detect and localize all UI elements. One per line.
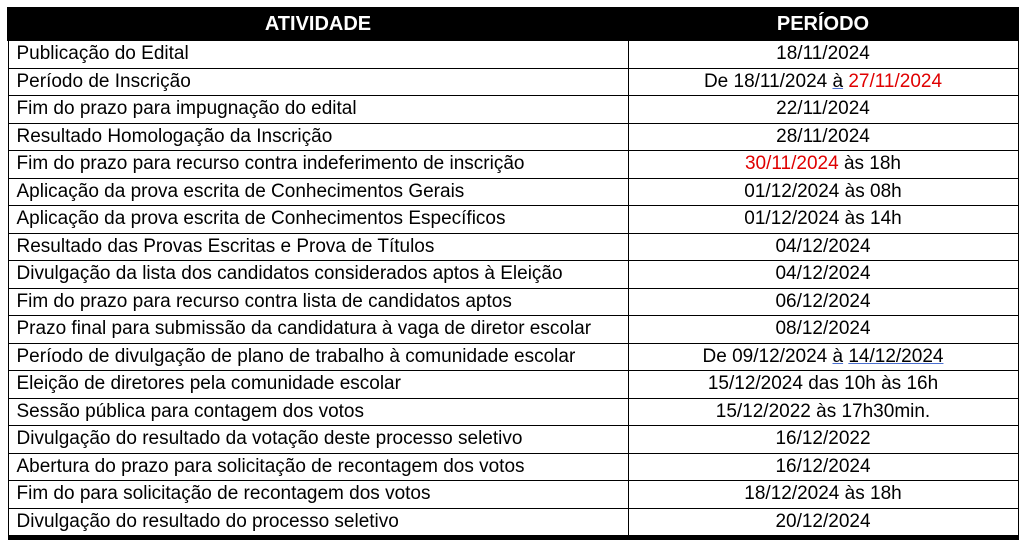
table-row (8, 178, 1018, 206)
schedule-table-container (7, 7, 1017, 540)
table-row (8, 343, 1018, 371)
period-cell (628, 68, 1018, 96)
period-cell: 04/12/2024 (628, 233, 1018, 261)
period-date-highlight: 30/11/2024 (744, 153, 839, 175)
activity-cell: Sessão pública para contagem dos votos (8, 398, 628, 426)
table-row (8, 206, 1018, 234)
table-row (8, 481, 1018, 509)
table-row (8, 40, 1018, 68)
activity-cell: Fim do prazo para impugnação do edital (8, 96, 628, 124)
table-row (8, 426, 1018, 454)
period-end: 14/12/2024 (848, 345, 944, 367)
period-cell: 15/12/2024 das 10h às 16h (628, 371, 1018, 399)
activity-cell: Prazo final para submissão da candidatura à vaga de diretor escolar (8, 316, 628, 344)
period-cell: 01/12/2024 às 08h (628, 178, 1018, 206)
activity-cell: Resultado Homologação da Inscrição (8, 123, 628, 151)
period-cell: 18/11/2024 (628, 40, 1018, 68)
activity-cell: Fim do para solicitação de recontagem dos votos (8, 481, 628, 509)
table-row (8, 123, 1018, 151)
activity-cell: Divulgação do resultado da votação deste processo seletivo (8, 426, 628, 454)
activity-cell: Período de divulgação de plano de trabalho à comunidade escolar (8, 343, 628, 371)
table-header-row (8, 8, 1018, 40)
period-cell: 18/12/2024 às 18h (628, 481, 1018, 509)
period-cell: 08/12/2024 (628, 316, 1018, 344)
period-start: De 09/12/2024 (702, 345, 833, 367)
table-row (8, 371, 1018, 399)
activity-cell: Aplicação da prova escrita de Conhecimentos Gerais (8, 178, 628, 206)
period-time: às 18h (838, 153, 901, 175)
period-cell: 16/12/2024 (628, 453, 1018, 481)
header-period: PERÍODO (628, 8, 1018, 40)
activity-cell: Divulgação da lista dos candidatos considerados aptos à Eleição (8, 261, 628, 289)
period-connector: à (832, 345, 844, 367)
table-row (8, 233, 1018, 261)
table-row (8, 453, 1018, 481)
activity-cell: Publicação do Edital (8, 40, 628, 68)
period-cell: 01/12/2024 às 14h (628, 206, 1018, 234)
period-cell: 15/12/2022 às 17h30min. (628, 398, 1018, 426)
period-cell: 22/11/2024 (628, 96, 1018, 124)
activity-cell: Divulgação do resultado do processo seletivo (8, 508, 628, 538)
activity-cell: Período de Inscrição (8, 68, 628, 96)
period-cell: 20/12/2024 (628, 508, 1018, 538)
period-connector: à (832, 70, 844, 92)
table-row (8, 96, 1018, 124)
period-start: De 18/11/2024 (703, 70, 833, 92)
activity-cell: Abertura do prazo para solicitação de recontagem dos votos (8, 453, 628, 481)
period-cell: 28/11/2024 (628, 123, 1018, 151)
table-row (8, 508, 1018, 538)
period-cell (628, 343, 1018, 371)
header-activity: ATIVIDADE (8, 8, 628, 40)
activity-cell: Eleição de diretores pela comunidade escolar (8, 371, 628, 399)
schedule-table (7, 7, 1019, 540)
table-row (8, 398, 1018, 426)
period-cell: 06/12/2024 (628, 288, 1018, 316)
activity-cell: Fim do prazo para recurso contra indeferimento de inscrição (8, 151, 628, 179)
table-row (8, 68, 1018, 96)
activity-cell: Aplicação da prova escrita de Conhecimentos Específicos (8, 206, 628, 234)
table-row (8, 288, 1018, 316)
period-cell: 04/12/2024 (628, 261, 1018, 289)
table-row (8, 151, 1018, 179)
table-row (8, 316, 1018, 344)
period-cell (628, 151, 1018, 179)
table-row (8, 261, 1018, 289)
period-end-highlight: 27/11/2024 (848, 70, 943, 92)
activity-cell: Fim do prazo para recurso contra lista de candidatos aptos (8, 288, 628, 316)
activity-cell: Resultado das Provas Escritas e Prova de Títulos (8, 233, 628, 261)
period-cell: 16/12/2022 (628, 426, 1018, 454)
